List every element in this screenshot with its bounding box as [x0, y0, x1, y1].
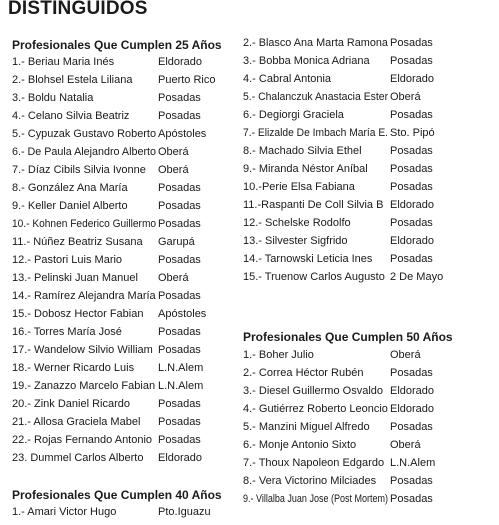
professional-name: 11.- Núñez Beatriz Susana: [12, 236, 143, 248]
professional-city: Apóstoles: [158, 308, 207, 320]
professional-city: Posadas: [390, 145, 433, 157]
professional-city: Posadas: [158, 434, 201, 446]
professional-city: Oberá: [158, 146, 189, 158]
professional-city: Posadas: [390, 217, 433, 229]
professional-city: Posadas: [158, 254, 201, 266]
professional-city: Posadas: [158, 218, 201, 230]
professional-name: 21.- Allosa Graciela Mabel: [12, 416, 141, 428]
professional-name: 14.- Tarnowski Leticia Ines: [243, 253, 373, 265]
professional-name: 15.- Truenow Carlos Augusto: [243, 271, 385, 283]
professional-name: 14.- Ramírez Alejandra María: [12, 290, 156, 302]
professional-name: 6.- Monje Antonio Sixto: [243, 439, 357, 451]
professional-name: 19.- Zanazzo Marcelo Fabian: [12, 380, 156, 392]
professional-name: 1.- Amari Victor Hugo: [12, 506, 117, 518]
professional-city: Posadas: [390, 163, 433, 175]
professional-name: 10.-Perie Elsa Fabiana: [243, 181, 355, 193]
professional-name: 13.- Silvester Sigfrido: [243, 235, 348, 247]
professional-name: 11.-Raspanti De Coll Silvia B: [243, 199, 384, 211]
professional-city: L.N.Alem: [158, 380, 204, 392]
professional-city: Apóstoles: [158, 128, 207, 140]
professional-city: Posadas: [158, 416, 201, 428]
professional-city: Posadas: [390, 493, 433, 505]
professional-name: 5.- Cypuzak Gustavo Roberto: [12, 128, 157, 140]
section-heading-p40: Profesionales Que Cumplen 40 Años: [12, 488, 222, 502]
professional-name: 7.- Thoux Napoleon Edgardo: [243, 457, 385, 469]
professional-city: Posadas: [158, 182, 201, 194]
professional-name: 8.- Vera Victorino Milciades: [243, 475, 377, 487]
professional-city: Eldorado: [390, 403, 435, 415]
professional-name: 5.- Chalanczuk Anastacia Ester: [243, 91, 389, 103]
professional-city: Posadas: [158, 200, 201, 212]
professional-city: Posadas: [158, 326, 201, 338]
professional-city: Oberá: [158, 164, 189, 176]
professional-name: 20.- Zink Daniel Ricardo: [12, 398, 130, 410]
professional-name: 8.- González Ana María: [12, 182, 128, 194]
professional-name: 4.- Celano Silvia Beatriz: [12, 110, 130, 122]
professional-name: 7.- Elizalde De Imbach María E.: [243, 127, 389, 139]
professional-city: Posadas: [390, 253, 433, 265]
professional-name: 6.- Degiorgi Graciela: [243, 109, 344, 121]
professional-name: 4.- Cabral Antonia: [243, 73, 332, 85]
professional-city: Eldorado: [158, 452, 203, 464]
professional-city: Posadas: [390, 181, 433, 193]
professional-city: Posadas: [158, 290, 201, 302]
professional-name: 9.- Keller Daniel Alberto: [12, 200, 128, 212]
professional-name: 9.- Miranda Néstor Aníbal: [243, 163, 368, 175]
section-heading-p25: Profesionales Que Cumplen 25 Años: [12, 38, 222, 52]
section-heading-p50: Profesionales Que Cumplen 50 Años: [243, 330, 453, 344]
professional-name: 23. Dummel Carlos Alberto: [12, 452, 144, 464]
professional-name: 9.- Villalba Juan Jose (Post Mortem): [243, 493, 389, 505]
professional-name: 3.- Diesel Guillermo Osvaldo: [243, 385, 383, 397]
professional-name: 3.- Boldu Natalia: [12, 92, 94, 104]
professional-city: Eldorado: [390, 73, 435, 85]
professional-city: Posadas: [390, 55, 433, 67]
professional-name: 2.- Blohsel Estela Liliana: [12, 74, 133, 86]
professional-name: 12.- Pastori Luis Mario: [12, 254, 123, 266]
professional-city: Posadas: [390, 421, 433, 433]
professional-name: 4.- Gutiérrez Roberto Leoncio: [243, 403, 388, 415]
professional-city: Pto.Iguazu: [158, 506, 211, 518]
professional-name: 8.- Machado Silvia Ethel: [243, 145, 362, 157]
professional-city: Posadas: [390, 367, 433, 379]
professional-city: Eldorado: [390, 199, 435, 211]
professional-name: 17.- Wandelow Silvio William: [12, 344, 153, 356]
professional-name: 5.- Manzini Miguel Alfredo: [243, 421, 370, 433]
professional-name: 10.- Kohnen Federico Guillermo: [12, 218, 157, 230]
professional-city: Oberá: [390, 439, 421, 451]
professional-city: Eldorado: [390, 385, 435, 397]
professional-name: 1.- Boher Julio: [243, 349, 314, 361]
professional-city: Posadas: [390, 37, 433, 49]
professional-city: Sto. Pipó: [390, 127, 435, 139]
professional-name: 16.- Torres María José: [12, 326, 122, 338]
professional-city: Posadas: [390, 109, 433, 121]
professional-name: 13.- Pelinski Juan Manuel: [12, 272, 138, 284]
professional-name: 15.- Dobosz Hector Fabian: [12, 308, 144, 320]
professional-name: 1.- Beriau Maria Inés: [12, 56, 115, 68]
professional-city: L.N.Alem: [158, 362, 204, 374]
professional-city: Garupá: [158, 236, 195, 248]
professional-city: L.N.Alem: [390, 457, 436, 469]
professional-city: Oberá: [390, 91, 421, 103]
professional-name: 7.- Díaz Cibils Silvia Ivonne: [12, 164, 146, 176]
professional-city: 2 De Mayo: [390, 271, 444, 283]
professional-city: Posadas: [390, 475, 433, 487]
professional-name: 22.- Rojas Fernando Antonio: [12, 434, 153, 446]
professional-city: Eldorado: [158, 56, 203, 68]
professional-name: 2.- Blasco Ana Marta Ramona: [243, 37, 388, 49]
professional-name: 12.- Schelske Rodolfo: [243, 217, 351, 229]
professional-city: Posadas: [158, 398, 201, 410]
page-title: DISTINGUIDOS: [8, 0, 148, 19]
professional-name: 3.- Bobba Monica Adriana: [243, 55, 370, 67]
professional-city: Oberá: [158, 272, 189, 284]
professional-name: 6.- De Paula Alejandro Alberto: [12, 146, 156, 158]
professional-name: 18.- Werner Ricardo Luis: [12, 362, 135, 374]
professional-city: Eldorado: [390, 235, 435, 247]
professional-city: Posadas: [158, 110, 201, 122]
professional-city: Oberá: [390, 349, 421, 361]
professional-city: Posadas: [158, 92, 201, 104]
professional-city: Puerto Rico: [158, 74, 216, 86]
professional-city: Posadas: [158, 344, 201, 356]
professional-name: 2.- Correa Héctor Rubén: [243, 367, 364, 379]
